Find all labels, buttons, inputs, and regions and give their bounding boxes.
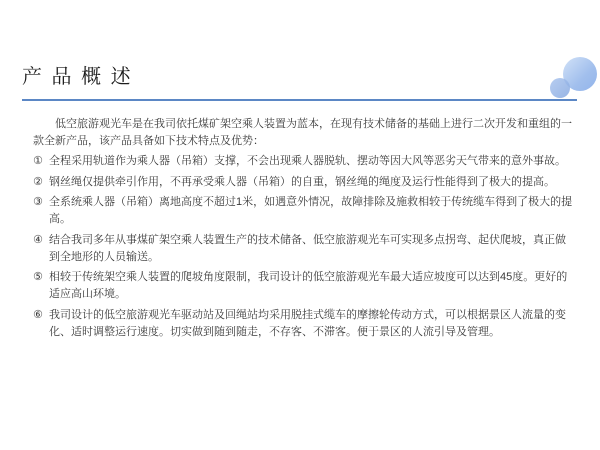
- list-item: [33, 269, 573, 303]
- title-underline: [22, 99, 577, 101]
- list-item: [33, 174, 573, 191]
- list-item: [33, 194, 573, 228]
- list-item: [33, 153, 573, 170]
- intro-paragraph: 低空旅游观光车是在我司依托煤矿架空乘人装置为蓝本，在现有技术储备的基础上进行二次开发和重组的一款全新产品，该产品具备如下技术特点及优势：: [33, 118, 572, 147]
- item-text: 钢丝绳仅提供牵引作用，不再承受乘人器（吊箱）的自重，钢丝绳的绳度及运行性能得到了极大的提高。: [49, 175, 555, 188]
- slide-header: [0, 0, 600, 102]
- item-text: 结合我司多年从事煤矿架空乘人装置生产的技术储备、低空旅游观光车可实现多点拐弯、起伏爬坡，真正做到全地形的人员输送。: [49, 233, 566, 263]
- item-marker: ④: [33, 233, 43, 246]
- item-marker: ⑤: [33, 271, 43, 283]
- item-marker: ⑥: [33, 308, 43, 321]
- decorative-circle-small-icon: [550, 78, 570, 98]
- page-title: 产 品 概 述: [22, 66, 133, 88]
- item-text: 我司设计的低空旅游观光车驱动站及回绳站均采用脱挂式缆车的摩擦轮传动方式，可以根据景区人流量的变化、适时调整运行速度。切实做到随到随走，不存客、不滞客。便于景区的人流引导及管理。: [49, 308, 566, 338]
- item-marker: ①: [33, 155, 43, 167]
- feature-list: [33, 153, 573, 341]
- item-marker: ③: [33, 196, 43, 208]
- item-text: 全系统乘人器（吊箱）离地高度不超过1米，如遇意外情况，故障排除及施救相较于传统缆车得到了极大的提高。: [49, 196, 573, 225]
- slide-body: [33, 116, 573, 344]
- list-item: [33, 307, 573, 341]
- list-item: [33, 232, 573, 266]
- item-text: 相较于传统架空乘人装置的爬坡角度限制，我司设计的低空旅游观光车最大适应坡度可以达到45度。更好的适应高山环境。: [49, 271, 568, 300]
- item-marker: ②: [33, 175, 43, 188]
- item-text: 全程采用轨道作为乘人器（吊箱）支撑，不会出现乘人器脱轨、摆动等因大风等恶劣天气带来的意外事故。: [49, 155, 566, 167]
